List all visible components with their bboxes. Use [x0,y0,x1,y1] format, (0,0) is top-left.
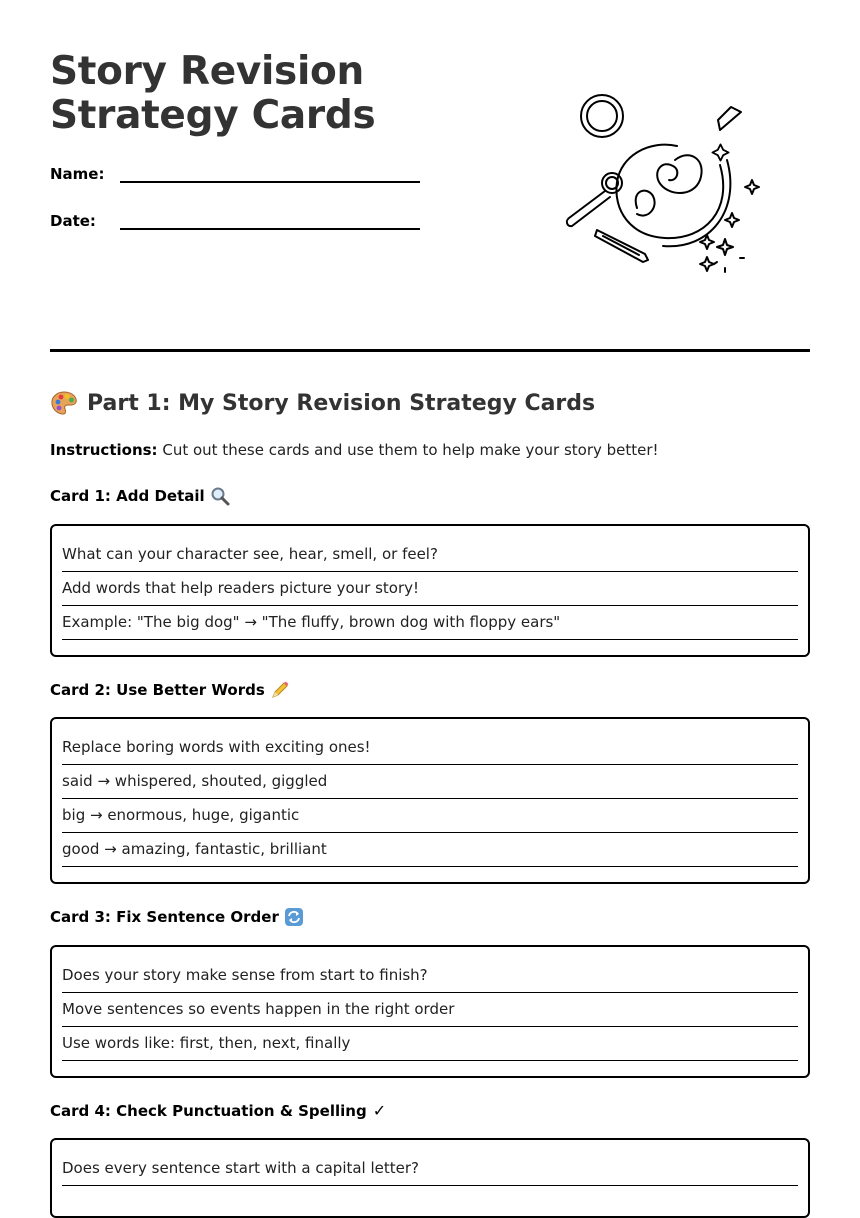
card-3-title-text: Card 3: Fix Sentence Order [50,908,279,926]
card-4-title-text: Card 4: Check Punctuation & Spelling [50,1101,367,1120]
card-4-title [50,1101,386,1120]
section-title-text: Part 1: My Story Revision Strategy Cards [87,390,596,416]
section-heading [50,390,595,416]
card-2-box [50,717,810,884]
page-title: Story Revision Strategy Cards [50,49,376,138]
card-1-title-text: Card 1: Add Detail [50,487,205,505]
card-4-line: Does every sentence start with a capital letter? [62,1152,798,1186]
revision-tools-illustration [555,90,755,290]
card-4-box [50,1138,810,1218]
card-2-title-text: Card 2: Use Better Words [50,681,265,699]
card-3-box [50,945,810,1078]
card-1-title [50,486,230,506]
magnifying-glass-icon [210,486,230,506]
card-3-line: Use words like: first, then, next, finally [62,1027,798,1061]
card-2-title [50,680,290,700]
repeat-arrows-icon [284,907,304,927]
instructions [50,441,659,459]
card-3-title [50,907,304,927]
date-label: Date: [50,212,96,230]
instructions-text: Cut out these cards and use them to help make your story better! [162,441,659,459]
card-1-line: Add words that help readers picture your story! [62,572,798,606]
instructions-label: Instructions: [50,441,158,459]
palette-icon [50,390,78,416]
name-field [50,165,420,183]
card-1-line: Example: "The big dog" → "The fluffy, brown dog with floppy ears" [62,606,798,640]
date-blank-line[interactable] [120,212,420,230]
name-label: Name: [50,165,105,183]
card-2-line: big → enormous, huge, gigantic [62,799,798,833]
check-mark-icon: ✓ [372,1101,387,1120]
card-2-line: Replace boring words with exciting ones! [62,731,798,765]
worksheet-header [50,50,810,300]
card-1-line: What can your character see, hear, smell, or feel? [62,538,798,572]
card-2-line: said → whispered, shouted, giggled [62,765,798,799]
pencil-icon [270,680,290,700]
card-3-line: Move sentences so events happen in the right order [62,993,798,1027]
card-1-box [50,524,810,657]
card-2-line: good → amazing, fantastic, brilliant [62,833,798,867]
header-divider [50,349,810,352]
card-3-line: Does your story make sense from start to finish? [62,959,798,993]
date-field [50,212,420,230]
name-blank-line[interactable] [120,165,420,183]
